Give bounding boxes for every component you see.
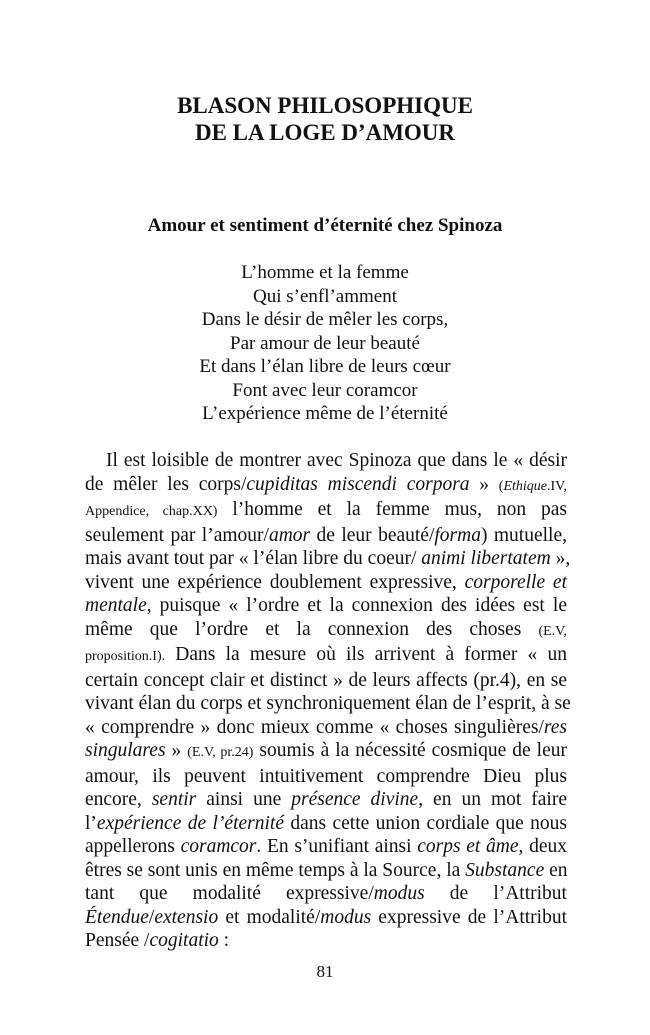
text-run: vivant élan du corps et synchroniquement élan de l’esprit, à se <box>85 693 571 714</box>
latin-term: cogitatio <box>149 930 219 951</box>
citation-work: Ethique <box>503 478 548 494</box>
chapter-title-line-2: DE LA LOGE D’AMOUR <box>194 120 456 145</box>
text-line <box>85 739 567 765</box>
text-run: « comprendre » donc mieux comme « choses singulières/ <box>85 716 544 738</box>
emphasis: sentir <box>151 789 197 810</box>
text-run: appellerons <box>85 836 181 857</box>
poem-epigraph <box>0 261 650 426</box>
text-line <box>85 643 567 669</box>
citation <box>499 479 567 494</box>
poem-line: Qui s’enfl’amment <box>252 285 398 307</box>
citation: proposition.I). <box>85 649 166 664</box>
text-run: de l’Attribut <box>424 883 567 904</box>
text-line <box>85 835 567 859</box>
page-number: 81 <box>316 962 334 981</box>
poem-line: Font avec leur coramcor <box>232 379 418 401</box>
section-subtitle: Amour et sentiment d’éternité chez Spinoza <box>147 215 503 236</box>
text-line <box>85 882 567 906</box>
text-line <box>85 906 567 930</box>
emphasis: Substance <box>465 859 545 881</box>
text-run: mais avant tout par « l’élan libre du coeur/ <box>85 548 422 569</box>
text-line <box>85 618 567 644</box>
text-run: » <box>469 473 499 495</box>
text-line <box>85 765 567 789</box>
latin-term: res <box>543 716 567 738</box>
text-run: êtres se sont unis en même temps à la Source, la <box>85 859 466 881</box>
emphasis: corps et âme <box>417 836 519 857</box>
poem-line: Par amour de leur beauté <box>230 332 420 354</box>
text-line <box>85 524 567 548</box>
text-line <box>85 498 567 524</box>
text-line <box>85 812 567 836</box>
latin-term: modus <box>320 906 372 928</box>
text-run: encore, <box>85 789 152 810</box>
text-line <box>85 929 567 953</box>
text-run: Pensée / <box>85 930 150 951</box>
text-run: l’ <box>85 812 97 834</box>
latin-term: animi libertatem <box>421 548 551 569</box>
text-line <box>85 692 571 716</box>
text-run: ( <box>498 478 504 494</box>
text-run: dans cette union cordiale que nous <box>284 812 568 834</box>
text-run: seulement par l’amour/ <box>85 524 269 546</box>
text-run: » <box>165 740 188 761</box>
text-run: même que l’ordre et la connexion des choses <box>85 618 539 640</box>
citation: (E.V, pr.24) <box>187 745 254 760</box>
text-run: ainsi une <box>196 789 292 810</box>
text-line <box>85 571 567 595</box>
chapter-title-line-1: BLASON PHILOSOPHIQUE <box>177 93 473 118</box>
emphasis: corporelle et <box>464 571 568 593</box>
latin-term: extensio <box>154 906 219 928</box>
text-run: : <box>218 930 230 951</box>
text-run: expressive de l’Attribut <box>371 906 567 928</box>
text-run: certain concept clair et distinct » de leurs affects (pr.4), en se <box>85 669 567 691</box>
text-run: de mêler les corps/ <box>85 473 247 495</box>
emphasis: mentale <box>85 595 147 616</box>
body-paragraph <box>85 449 571 953</box>
latin-term: amor <box>268 524 311 546</box>
poem-line: Dans le désir de mêler les corps, <box>201 309 449 330</box>
poem-line: L’homme et la femme <box>241 262 409 283</box>
latin-term: forma <box>434 524 481 546</box>
emphasis: Étendue <box>85 906 149 928</box>
text-line <box>85 594 567 618</box>
poem-line: L’expérience même de l’éternité <box>202 403 448 424</box>
text-line <box>85 859 567 883</box>
text-run: soumis à la nécessité cosmique de leur <box>253 740 567 761</box>
text-run: , en un mot faire <box>418 789 567 810</box>
text-run: et modalité/ <box>218 906 321 928</box>
text-run: Il est loisible de montrer avec Spinoza que dans le « désir <box>106 450 567 471</box>
text-run: », <box>550 548 571 569</box>
text-line <box>85 716 567 740</box>
text-run: / <box>148 906 155 928</box>
text-run: en <box>544 859 568 881</box>
text-line <box>85 669 567 693</box>
text-run: .IV, <box>547 478 567 494</box>
citation: (E.V, <box>538 623 567 639</box>
latin-term: singulares <box>85 740 166 761</box>
text-line <box>85 547 571 571</box>
emphasis: présence divine <box>291 789 419 810</box>
text-run: Dans la mesure où ils arrivent à former « un <box>165 644 567 665</box>
text-run: amour, ils peuvent intuitivement comprendre Dieu plus <box>85 765 567 787</box>
citation: Appendice, chap.XX) <box>85 504 218 519</box>
text-run: de leur beauté/ <box>310 524 435 546</box>
text-run: ) mutuelle, <box>480 524 567 546</box>
chapter-title <box>0 92 650 146</box>
text-run: vivent une expérience doublement expressive, <box>85 571 465 593</box>
text-run: l’homme et la femme mus, non pas <box>217 499 568 520</box>
text-run: , deux <box>518 836 567 857</box>
emphasis: expérience de l’éternité <box>96 812 284 834</box>
latin-term: cupiditas miscendi corpora <box>246 473 470 495</box>
text-run: tant que modalité expressive/ <box>85 883 374 904</box>
text-run: . En s’unifiant ainsi <box>256 836 418 857</box>
poem-line: Et dans l’élan libre de leurs cœur <box>199 356 451 377</box>
text-run: , puisque « l’ordre et la connexion des idées est le <box>146 595 567 616</box>
text-line <box>85 788 567 812</box>
text-line <box>85 449 567 473</box>
text-line <box>85 473 567 499</box>
latin-term: modus <box>373 883 425 904</box>
emphasis: coramcor <box>180 836 257 857</box>
